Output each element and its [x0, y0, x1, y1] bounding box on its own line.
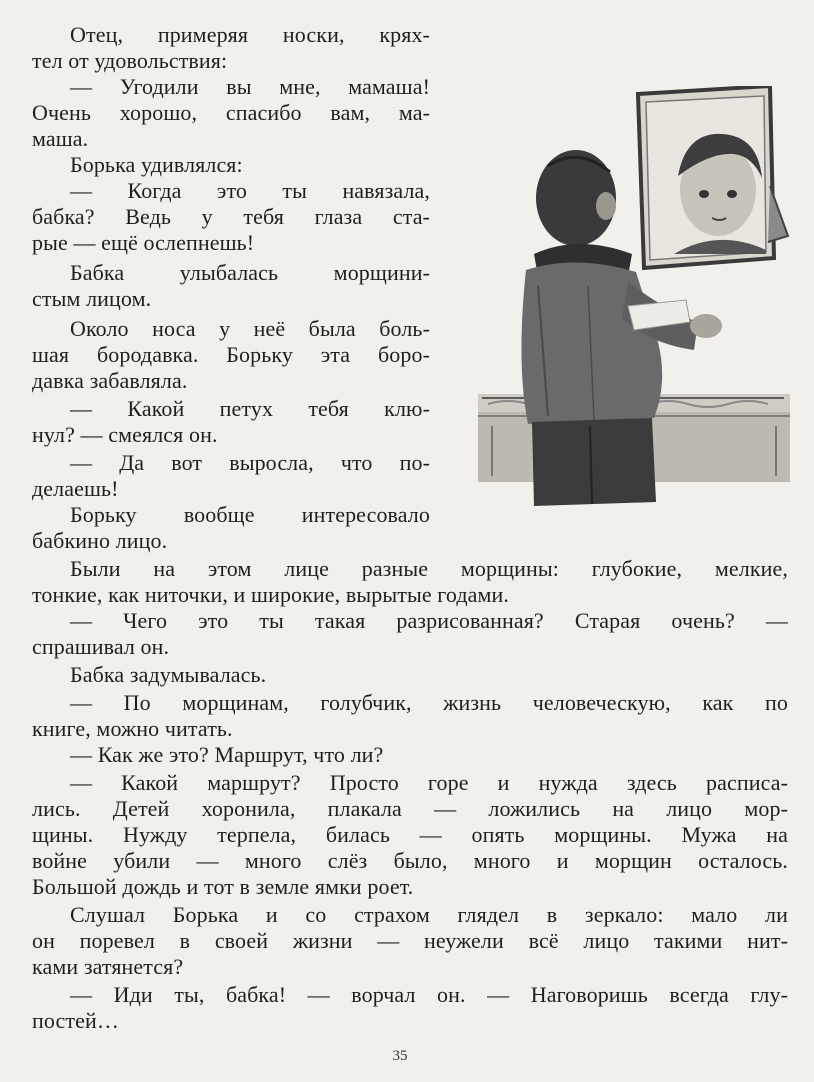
text-line: лись. Детей хоронила, плакала — ложились на лицо мор- — [32, 796, 788, 821]
text-line: тонкие, как ниточки, и широкие, вырытые годами. — [32, 582, 509, 607]
text-line: тел от удовольствия: — [32, 48, 228, 73]
text-line: — Угодили вы мне, мамаша! — [70, 74, 430, 99]
text-line: Большой дождь и тот в земле ямки роет. — [32, 874, 414, 899]
text-line: войне убили — много слёз было, много и морщин осталось. — [32, 848, 788, 873]
page-number: 35 — [392, 1048, 408, 1064]
text-line: нул? — смеялся он. — [32, 422, 218, 447]
text-line: Бабка улыбалась морщини- — [70, 260, 430, 285]
text-line: — Когда это ты навязала, — [70, 178, 430, 203]
text-line: — Чего это ты такая разрисованная? Старая очень? — — [70, 608, 788, 633]
text-line: рые — ещё ослепнешь! — [32, 230, 255, 255]
mirror-illustration — [638, 86, 788, 268]
text-line: щины. Нужду терпела, билась — опять морщины. Мужа на — [32, 822, 788, 847]
text-line: делаешь! — [32, 476, 119, 501]
text-line: Очень хорошо, спасибо вам, ма- — [32, 100, 430, 125]
text-line: Борьку вообще интересовало — [70, 502, 430, 527]
text-line: маша. — [32, 126, 89, 151]
text-line: Слушал Борька и со страхом глядел в зеркало: мало ли — [70, 902, 788, 927]
text-line: шая бородавка. Борьку эта боро- — [32, 342, 430, 367]
text-line: — Как же это? Маршрут, что ли? — [70, 742, 384, 767]
text-line: стым лицом. — [32, 286, 152, 311]
text-line: он поревел в своей жизни — неужели всё лицо такими нит- — [32, 928, 788, 953]
text-line: — Какой петух тебя клю- — [70, 396, 430, 421]
text-line: — По морщинам, голубчик, жизнь человеческую, как по — [70, 690, 788, 715]
text-line: бабкино лицо. — [32, 528, 168, 553]
text-line: Отец, примеряя носки, крях- — [70, 22, 430, 47]
text-line: Бабка задумывалась. — [70, 662, 267, 687]
text-line: ками затянется? — [32, 954, 184, 979]
text-line: бабка? Ведь у тебя глаза ста- — [32, 204, 430, 229]
text-line: спрашивал он. — [32, 634, 170, 659]
text-line: Были на этом лице разные морщины: глубокие, мелкие, — [70, 556, 788, 581]
boy-mirror-illustration — [478, 86, 790, 506]
text-line: Около носа у неё была боль- — [70, 316, 430, 341]
text-line: книге, можно читать. — [32, 716, 233, 741]
text-line: давка забавляла. — [32, 368, 188, 393]
text-line: — Какой маршрут? Просто горе и нужда здесь расписа- — [70, 770, 788, 795]
text-line: постей… — [32, 1008, 119, 1033]
text-line: — Иди ты, бабка! — ворчал он. — Наговоришь всегда глу- — [70, 982, 788, 1007]
text-line: Борька удивлялся: — [70, 152, 243, 177]
text-line: — Да вот выросла, что по- — [70, 450, 430, 475]
